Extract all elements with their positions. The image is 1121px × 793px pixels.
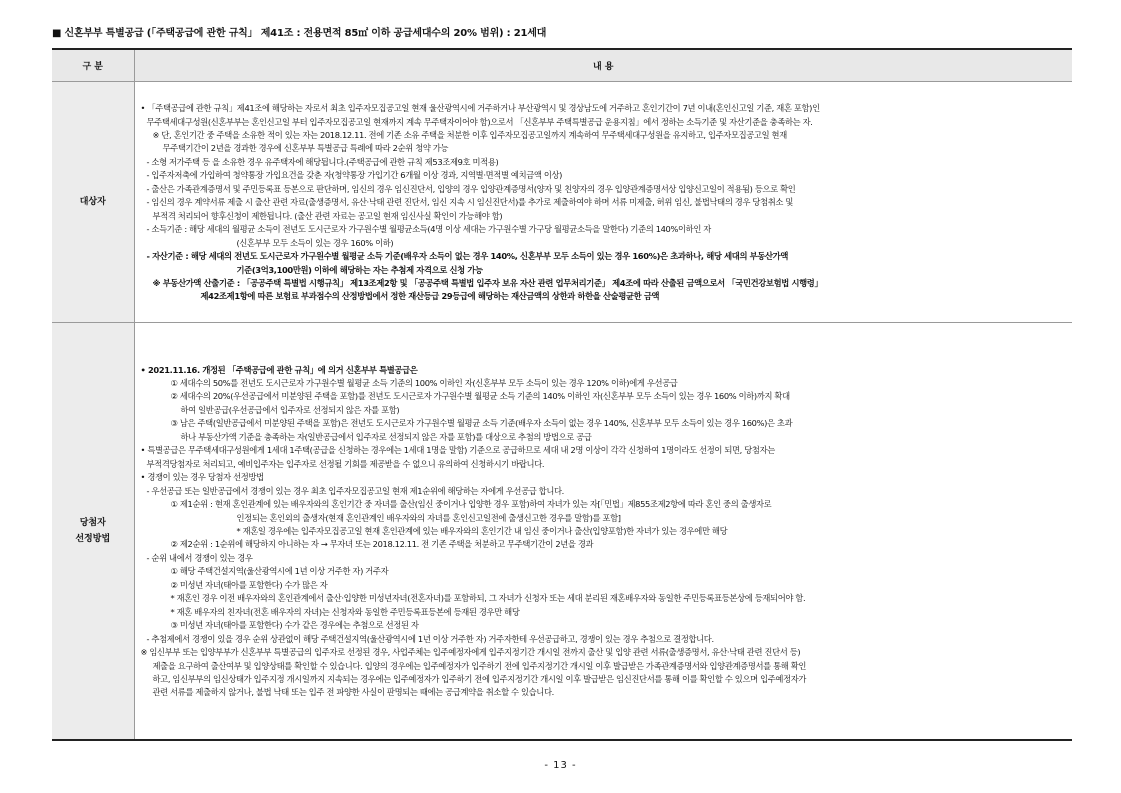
- text-line: - 추첨제에서 경쟁이 있을 경우 순위 상관없이 해당 주택건설지역(울산광역시에 1년 이상 거주한 자) 거주자한테 우선공급하고, 경쟁이 있는 경우 추첨으로 결정합니다.: [146, 633, 714, 644]
- text-line: - 우선공급 또는 일반공급에서 경쟁이 있는 경우 최초 입주자모집공고일 현재 제1순위에 해당하는 자에게 우선공급 합니다.: [146, 485, 564, 496]
- text-line: 제출을 요구하여 출산여부 및 입양상태를 확인할 수 있습니다. 입양의 경우에는 입주예정자가 입주하기 전에 입주지정기간 개시일 이후 발급받은 가족관계증명서와 입양관계증명서를 통해 확인: [152, 660, 807, 671]
- text-line: ② 제2순위 : 1순위에 해당하지 아니하는 자 → 무자녀 또는 2018.12.11. 전 기존 주택을 처분하고 무주택기간이 2년을 경과: [170, 539, 594, 550]
- table-header-row: [52, 49, 1072, 82]
- page-title: ■ 신혼부부 특별공급 (「주택공급에 관한 규칙」 제41조 : 전용면적 85㎡ 이하 공급세대수의 20% 범위) : 21세대: [52, 28, 547, 39]
- content-target: [134, 82, 1072, 323]
- text-line: (신혼부부 모두 소득이 있는 경우 160% 이하): [236, 237, 394, 248]
- table-row-selection: [52, 323, 1072, 740]
- special-supply-table: [52, 48, 1072, 741]
- text-line: ※ 부동산가액 산출기준 : 「공공주택 특별법 시행규칙」 제13조제2항 및 「공공주택 특별법 입주자 보유 자산 관련 업무처리기준」 제4조에 따라 산출된 금액으로서 「국민건강보험법 시행령」: [152, 277, 823, 288]
- text-line: * 재혼 배우자의 친자녀(전혼 배우자의 자녀)는 신청자와 동일한 주민등록표등본에 등재된 경우만 해당: [170, 606, 520, 617]
- page-number: - 13 -: [544, 760, 577, 771]
- text-line: ② 미성년 자녀(태아를 포함한다) 수가 많은 자: [170, 579, 328, 590]
- text-line: 부적격당첨자로 처리되고, 예비입주자는 입주자로 선정될 기회를 제공받을 수 없으니 유의하여 신청하시기 바랍니다.: [146, 458, 545, 469]
- text-line: • 경쟁이 있는 경우 당첨자 선정방법: [140, 472, 264, 483]
- table-row-target: [52, 82, 1072, 323]
- text-line: ① 세대수의 50%를 전년도 도시근로자 가구원수별 월평균 소득 기준의 100% 이하인 자(신혼부부 모두 소득이 있는 경우 120% 이하)에게 우선공급: [170, 378, 678, 389]
- category-selection: [52, 323, 134, 740]
- text-line: ② 세대수의 20%(우선공급에서 미분양된 주택을 포함)를 전년도 도시근로자 가구원수별 월평균 소득 기준의 140% 이하인 자(신혼부부 모두 소득이 있는 경우 160% 이하)까지 확대: [170, 391, 790, 402]
- text-line: ③ 미성년 자녀(태아를 포함한다) 수가 같은 경우에는 추첨으로 선정된 자: [170, 620, 419, 631]
- text-line: * 재혼일 경우에는 입주자모집공고일 현재 혼인관계에 있는 배우자와의 혼인기간 내 임신 중이거나 출산(입양포함)한 자녀가 있는 경우에만 해당: [236, 526, 728, 537]
- text-line: 관련 서류를 제출하지 않거나, 불법 낙태 또는 입주 전 파양한 사실이 판명되는 때에는 공급계약을 취소할 수 있습니다.: [152, 687, 554, 698]
- content-selection: [134, 323, 1072, 740]
- text-line: ① 해당 주택건설지역(울산광역시에 1년 이상 거주한 자) 거주자: [170, 566, 389, 577]
- text-line: 무주택세대구성원(신혼부부는 혼인신고일 부터 입주자모집공고일 현재까지 계속 무주택자이어야 함)으로서 「신혼부부 주택특별공급 운용지침」에서 정하는 소득기준 및 자산기준을 충족하는 자.: [146, 116, 813, 127]
- text-line: 무주택기간이 2년을 경과한 경우에 신혼부부 특별공급 특례에 따라 2순위 청약 가능: [162, 143, 449, 154]
- category-target: 대상자: [52, 82, 134, 323]
- text-line: 인정되는 혼인외의 출생자(현재 혼인관계인 배우자와의 자녀를 혼인신고일전에 출생신고한 경우를 말함)를 포함]: [236, 512, 621, 523]
- text-line: 하고, 임신부부의 임신상태가 입주지정 개시일까지 지속되는 경우에는 입주예정자가 입주하기 전에 입주지정기간 개시일 이후 발급받은 임신진단서를 통해 이를 확인할 수 있으며 입주예정자가: [152, 674, 807, 684]
- text-line: 하여 일반공급(우선공급에서 입주자로 선정되지 않은 자를 포함): [180, 404, 400, 415]
- text-line: • 특별공급은 무주택세대구성원에게 1세대 1주택(공급을 신청하는 경우에는 1세대 1명을 말함) 기준으로 공급하므로 세대 내 2명 이상이 각각 신청하여 1명이라도 선정이 되면, 당첨자는: [140, 445, 775, 456]
- text-line: ※ 단, 혼인기간 중 주택을 소유한 적이 있는 자는 2018.12.11. 전에 기존 소유 주택을 처분한 이후 입주자모집공고일까지 계속하여 무주택세대구성원을 유지하고, 입주자모집공고일 현재: [152, 130, 787, 140]
- col-header-category: 구 분: [52, 49, 134, 82]
- text-line: - 소형 저가주택 등 을 소유한 경우 유주택자에 해당됩니다.(주택공급에 관한 규칙 제53조제9호 미적용): [146, 156, 499, 167]
- text-line: - 임신의 경우 계약서류 제출 시 출산 관련 자료(출생증명서, 유산·낙태 관련 진단서, 임신 지속 시 임신진단서)를 추가로 제출하여야 하며 서류 미제출, 허위 임신, 불법낙태의 경우 당첨취소 및: [146, 197, 794, 208]
- text-line: - 소득기준 : 해당 세대의 월평균 소득이 전년도 도시근로자 가구원수별 월평균소득(4명 이상 세대는 가구원수별 가구당 월평균소득을 말한다) 기준의 140%이하인 자: [146, 224, 711, 235]
- text-line: 제42조제1항에 따른 보험료 부과점수의 산정방법에서 정한 재산등급 29등급에 해당하는 재산금액의 상한과 하한을 산술평균한 금액: [200, 291, 660, 302]
- text-line: - 자산기준 : 해당 세대의 전년도 도시근로자 가구원수별 월평균 소득 기준(배우자 소득이 없는 경우 140%, 신혼부부 모두 소득이 있는 경우 160%)은 초과하나, 해당 세대의 부동산가액: [146, 251, 788, 262]
- text-line: • 2021.11.16. 개정된 「주택공급에 관한 규칙」에 의거 신혼부부 특별공급은: [140, 364, 418, 375]
- text-line: 기준(3억3,100만원) 이하에 해당하는 자는 추첨제 자격으로 신청 가능: [236, 264, 483, 275]
- text-line: * 재혼인 경우 이전 배우자와의 혼인관계에서 출산·입양한 미성년자녀(전혼자녀)를 포함하되, 그 자녀가 신청자 또는 세대 분리된 재혼배우자와 동일한 주민등록표등본상에 등재되어야 함.: [170, 593, 806, 604]
- text-line: 부적격 처리되어 향후신청이 제한됩니다. (출산 관련 자료는 공고일 현재 임신사실 확인이 가능해야 함): [152, 210, 503, 221]
- text-line: - 순위 내에서 경쟁이 있는 경우: [146, 552, 253, 563]
- text-line: ③ 남은 주택(일반공급에서 미분양된 주택을 포함)은 전년도 도시근로자 가구원수별 월평균 소득 기준(배우자 소득이 없는 경우 140%, 신혼부부 모두 소득이 있는 경우 160%)은 초과: [170, 418, 793, 429]
- text-line: - 출산은 가족관계증명서 및 주민등록표 등본으로 판단하며, 임신의 경우 임신진단서, 입양의 경우 입양관계증명서(양자 및 친양자의 경우 입양관계증명서상 입양신고일이 적용됨) 등으로 확인: [146, 183, 796, 194]
- category-selection-label: 당첨자 선정방법: [75, 517, 111, 544]
- text-line: ※ 임신부부 또는 입양부부가 신혼부부 특별공급의 입주자로 선정된 경우, 사업주체는 입주예정자에게 입주지정기간 개시일 전까지 출산 및 입양 관련 서류(출생증명서, 유산·낙태 관련 진단서 등): [140, 647, 801, 658]
- text-line: - 입주자저축에 가입하여 청약통장 가입요건을 갖춘 자(청약통장 가입기간 6개월 이상 경과, 지역별·면적별 예치금액 이상): [146, 170, 563, 181]
- text-line: 하나 부동산가액 기준을 충족하는 자(일반공급에서 입주자로 선정되지 않은 자를 포함)를 대상으로 추첨의 방법으로 공급: [180, 431, 592, 442]
- text-line: ① 제1순위 : 현재 혼인관계에 있는 배우자와의 혼인기간 중 자녀를 출산(임신 중이거나 입양한 경우 포함)하여 자녀가 있는 자[「민법」제855조제2항에 따라 혼인 중의 출생자로: [170, 499, 772, 510]
- col-header-content: 내 용: [134, 49, 1072, 82]
- text-line: • 「주택공급에 관한 규칙」제41조에 해당하는 자로서 최초 입주자모집공고일 현재 울산광역시에 거주하거나 부산광역시 및 경상남도에 거주하고 혼인기간이 7년 이내(혼인신고일 기준, 재혼 포함)인: [140, 103, 820, 114]
